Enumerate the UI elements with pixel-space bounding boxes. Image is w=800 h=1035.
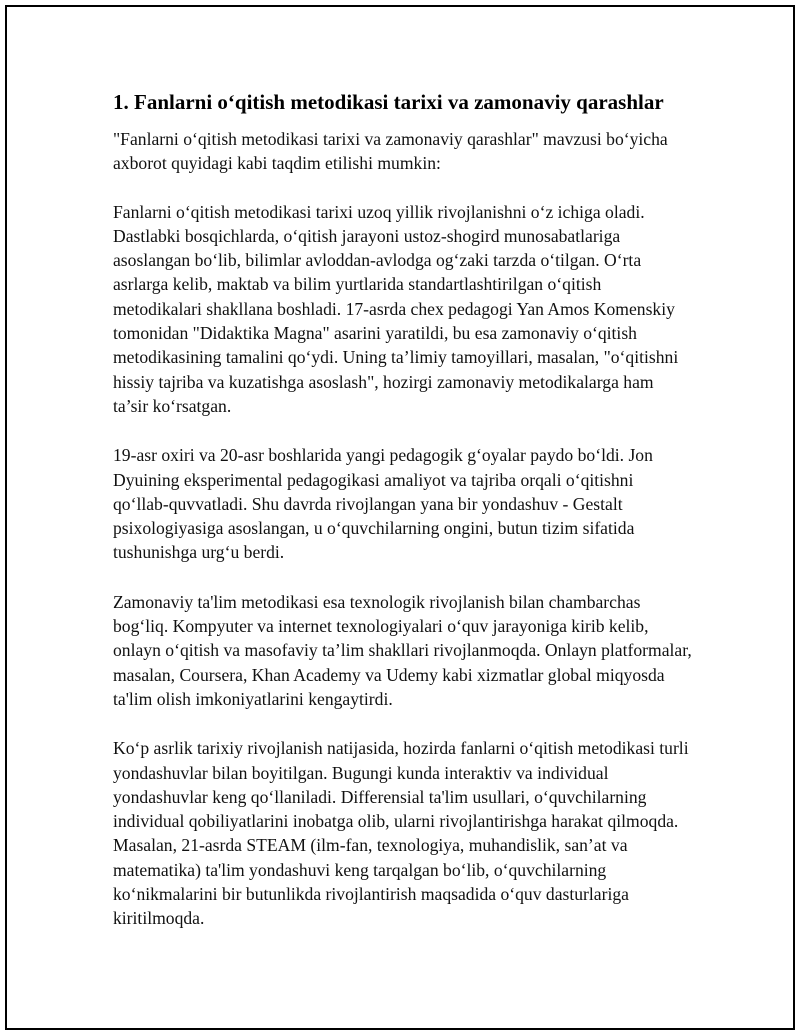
document-title: 1. Fanlarni o‘qitish metodikasi tarixi va zamonaviy qarashlar [113, 90, 664, 114]
history-paragraph: Fanlarni o‘qitish metodikasi tarixi uzoq yillik rivojlanishni o‘z ichiga oladi. Dastlabki bosqichlarda, o‘qitish jarayoni ustoz-shogird munosabatlariga asoslangan bo‘lib, bilimlar avloddan-avlodga og‘zaki tarzda o‘tilgan. O‘rta asrlarga kelib, maktab va bilim yurtlarida standartlashtirilgan o‘qitish metodikalari shakllana boshladi. 17-asrda chex pedagogi Yan Amos Komenskiy tomonidan "Didaktika Magna" asarini yaratildi, bu esa zamonaviy o‘qitish metodikasining tamalini qo‘ydi. Uning ta’limiy tamoyillari, masalan, "o‘qitishni hissiy tajriba va kuzatishga asoslash", hozirgi zamonaviy metodikalarga ham ta’sir ko‘rsatgan. [113, 201, 679, 416]
modern-pedagogy-paragraph: 19-asr oxiri va 20-asr boshlarida yangi pedagogik g‘oyalar paydo bo‘ldi. Jon Dyuining eksperimental pedagogikasi amaliyot va tajriba orqali o‘qitishni qo‘llab-quvvatladi. Shu davrda rivojlangan yana bir yondashuv - Gestalt psixologiyasiga asoslangan, u o‘quvchilarning ongini, butun tizim sifatida tushunishga urg‘u berdi. [113, 445, 653, 563]
intro-paragraph: "Fanlarni o‘qitish metodikasi tarixi va zamonaviy qarashlar" mavzusi bo‘yicha axborot quyidagi kabi taqdim etilishi mumkin: [113, 129, 668, 174]
technology-paragraph: Zamonaviy ta'lim metodikasi esa texnologik rivojlanish bilan chambarchas bog‘liq. Kompyuter va internet texnologiyalari o‘quv jarayoniga kirib kelib, onlayn o‘qitish va masofaviy ta’lim shakllari rivojlanmoqda. Onlayn platformalar, masalan, Coursera, Khan Academy va Udemy kabi xizmatlar global miqyosda ta'lim olish imkoniyatlarini kengaytirdi. [113, 591, 692, 709]
document-body [113, 88, 693, 956]
conclusion-paragraph: Ko‘p asrlik tarixiy rivojlanish natijasida, hozirda fanlarni o‘qitish metodikasi turli yondashuvlar bilan boyitilgan. Bugungi kunda interaktiv va individual yondashuvlar keng qo‘llaniladi. Differensial ta'lim usullari, o‘quvchilarning individual qobiliyatlarini inobatga olib, ularni rivojlantirishga harakat qilmoqda. Masalan, 21-asrda STEAM (ilm-fan, texnologiya, muhandislik, san’at va matematika) ta'lim yondashuvi keng tarqalgan bo‘lib, o‘quvchilarning ko‘nikmalarini bir butunlikda rivojlantirish maqsadida o‘quv dasturlariga kiritilmoqda. [113, 738, 689, 929]
